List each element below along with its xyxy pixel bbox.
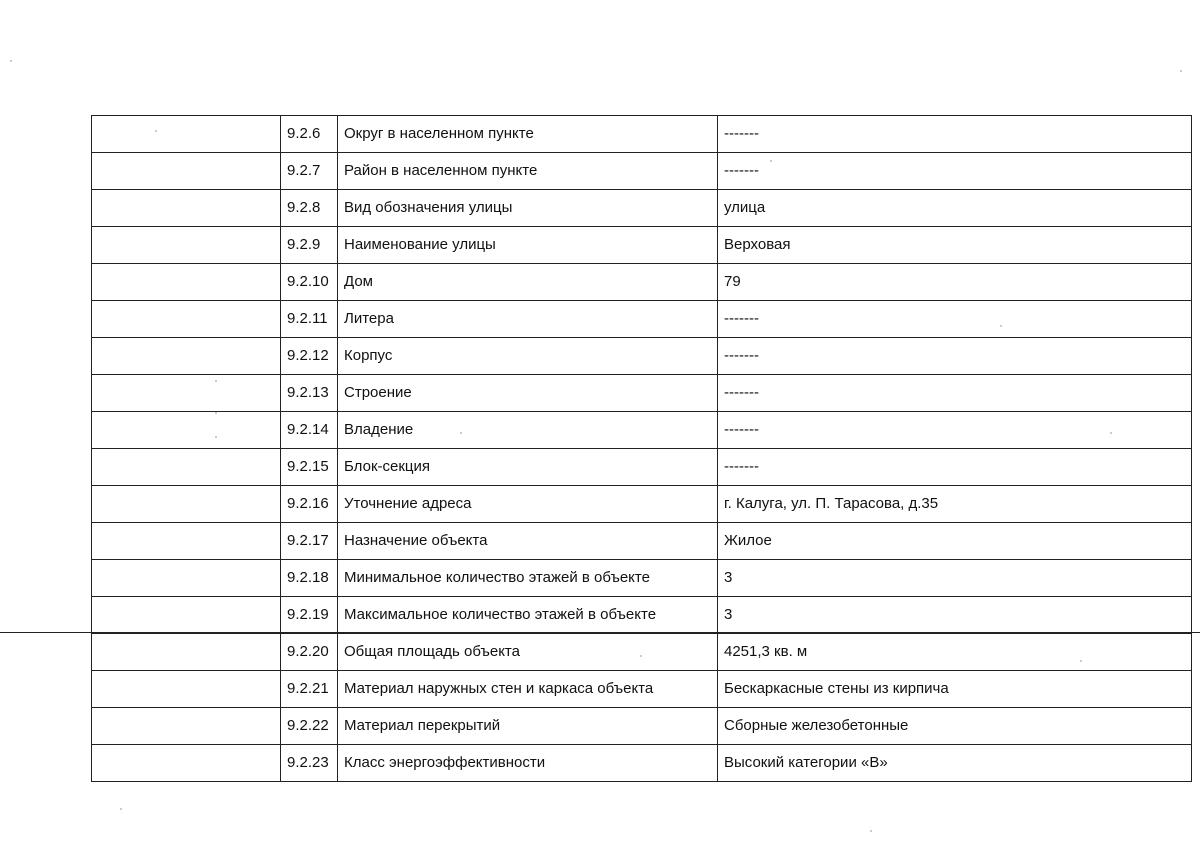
- section-side-cell: [92, 449, 281, 486]
- row-number: 9.2.14: [281, 412, 338, 449]
- row-label: Район в населенном пункте: [338, 153, 718, 190]
- table-row: [92, 560, 1192, 597]
- row-number: 9.2.12: [281, 338, 338, 375]
- row-value: -------: [718, 338, 1192, 375]
- row-value: -------: [718, 375, 1192, 412]
- row-value: Высокий категории «В»: [718, 745, 1192, 782]
- row-number: 9.2.15: [281, 449, 338, 486]
- table-row: [92, 634, 1192, 671]
- scan-speck: [10, 60, 12, 62]
- table-row: [92, 486, 1192, 523]
- row-label: Минимальное количество этажей в объекте: [338, 560, 718, 597]
- row-value: -------: [718, 301, 1192, 338]
- row-number: 9.2.22: [281, 708, 338, 745]
- row-number: 9.2.19: [281, 597, 338, 634]
- section-side-cell: [92, 338, 281, 375]
- row-label: Округ в населенном пункте: [338, 116, 718, 153]
- table-row: [92, 301, 1192, 338]
- section-side-cell: [92, 523, 281, 560]
- row-value: Верховая: [718, 227, 1192, 264]
- table-row: [92, 338, 1192, 375]
- row-number: 9.2.9: [281, 227, 338, 264]
- section-side-cell: [92, 671, 281, 708]
- section-side-cell: [92, 560, 281, 597]
- table-row: [92, 153, 1192, 190]
- row-label: Назначение объекта: [338, 523, 718, 560]
- table-row: [92, 745, 1192, 782]
- scan-speck: [1180, 70, 1182, 72]
- row-value: 79: [718, 264, 1192, 301]
- table-row: [92, 708, 1192, 745]
- row-number: 9.2.6: [281, 116, 338, 153]
- scan-speck: [120, 808, 122, 810]
- table-row: [92, 523, 1192, 560]
- row-value: Жилое: [718, 523, 1192, 560]
- row-number: 9.2.13: [281, 375, 338, 412]
- row-value: Сборные железобетонные: [718, 708, 1192, 745]
- row-value: -------: [718, 116, 1192, 153]
- row-label: Класс энергоэффективности: [338, 745, 718, 782]
- table-row: [92, 264, 1192, 301]
- section-side-cell: [92, 301, 281, 338]
- row-label: Владение: [338, 412, 718, 449]
- section-side-cell: [92, 153, 281, 190]
- row-value: -------: [718, 449, 1192, 486]
- row-value: 4251,3 кв. м: [718, 634, 1192, 671]
- row-label: Корпус: [338, 338, 718, 375]
- section-side-cell: [92, 116, 281, 153]
- section-side-cell: [92, 708, 281, 745]
- section-side-cell: [92, 264, 281, 301]
- row-value: -------: [718, 412, 1192, 449]
- row-number: 9.2.21: [281, 671, 338, 708]
- row-number: 9.2.11: [281, 301, 338, 338]
- row-number: 9.2.10: [281, 264, 338, 301]
- row-label: Материал наружных стен и каркаса объекта: [338, 671, 718, 708]
- table-row: [92, 412, 1192, 449]
- row-value: 3: [718, 560, 1192, 597]
- row-value: -------: [718, 153, 1192, 190]
- row-number: 9.2.17: [281, 523, 338, 560]
- section-side-cell: [92, 412, 281, 449]
- row-label: Материал перекрытий: [338, 708, 718, 745]
- row-value: улица: [718, 190, 1192, 227]
- row-number: 9.2.16: [281, 486, 338, 523]
- table-row: [92, 116, 1192, 153]
- row-label: Дом: [338, 264, 718, 301]
- row-number: 9.2.20: [281, 634, 338, 671]
- row-value: 3: [718, 597, 1192, 634]
- row-label: Литера: [338, 301, 718, 338]
- scan-speck: [870, 830, 872, 832]
- section-side-cell: [92, 486, 281, 523]
- section-side-cell: [92, 634, 281, 671]
- row-number: 9.2.8: [281, 190, 338, 227]
- section-side-cell: [92, 190, 281, 227]
- row-label: Строение: [338, 375, 718, 412]
- row-label: Уточнение адреса: [338, 486, 718, 523]
- row-label: Общая площадь объекта: [338, 634, 718, 671]
- row-label: Блок-секция: [338, 449, 718, 486]
- section-side-cell: [92, 227, 281, 264]
- row-number: 9.2.23: [281, 745, 338, 782]
- row-number: 9.2.7: [281, 153, 338, 190]
- table-row: [92, 190, 1192, 227]
- row-value: г. Калуга, ул. П. Тарасова, д.35: [718, 486, 1192, 523]
- table-row: [92, 671, 1192, 708]
- row-label: Максимальное количество этажей в объекте: [338, 597, 718, 634]
- row-value: Бескаркасные стены из кирпича: [718, 671, 1192, 708]
- page-break-line: [0, 632, 1200, 633]
- table-row: [92, 449, 1192, 486]
- row-label: Вид обозначения улицы: [338, 190, 718, 227]
- row-number: 9.2.18: [281, 560, 338, 597]
- section-side-cell: [92, 745, 281, 782]
- table-row: [92, 597, 1192, 634]
- row-label: Наименование улицы: [338, 227, 718, 264]
- object-properties-table: [91, 115, 1192, 782]
- table-row: [92, 375, 1192, 412]
- section-side-cell: [92, 375, 281, 412]
- section-side-cell: [92, 597, 281, 634]
- table-row: [92, 227, 1192, 264]
